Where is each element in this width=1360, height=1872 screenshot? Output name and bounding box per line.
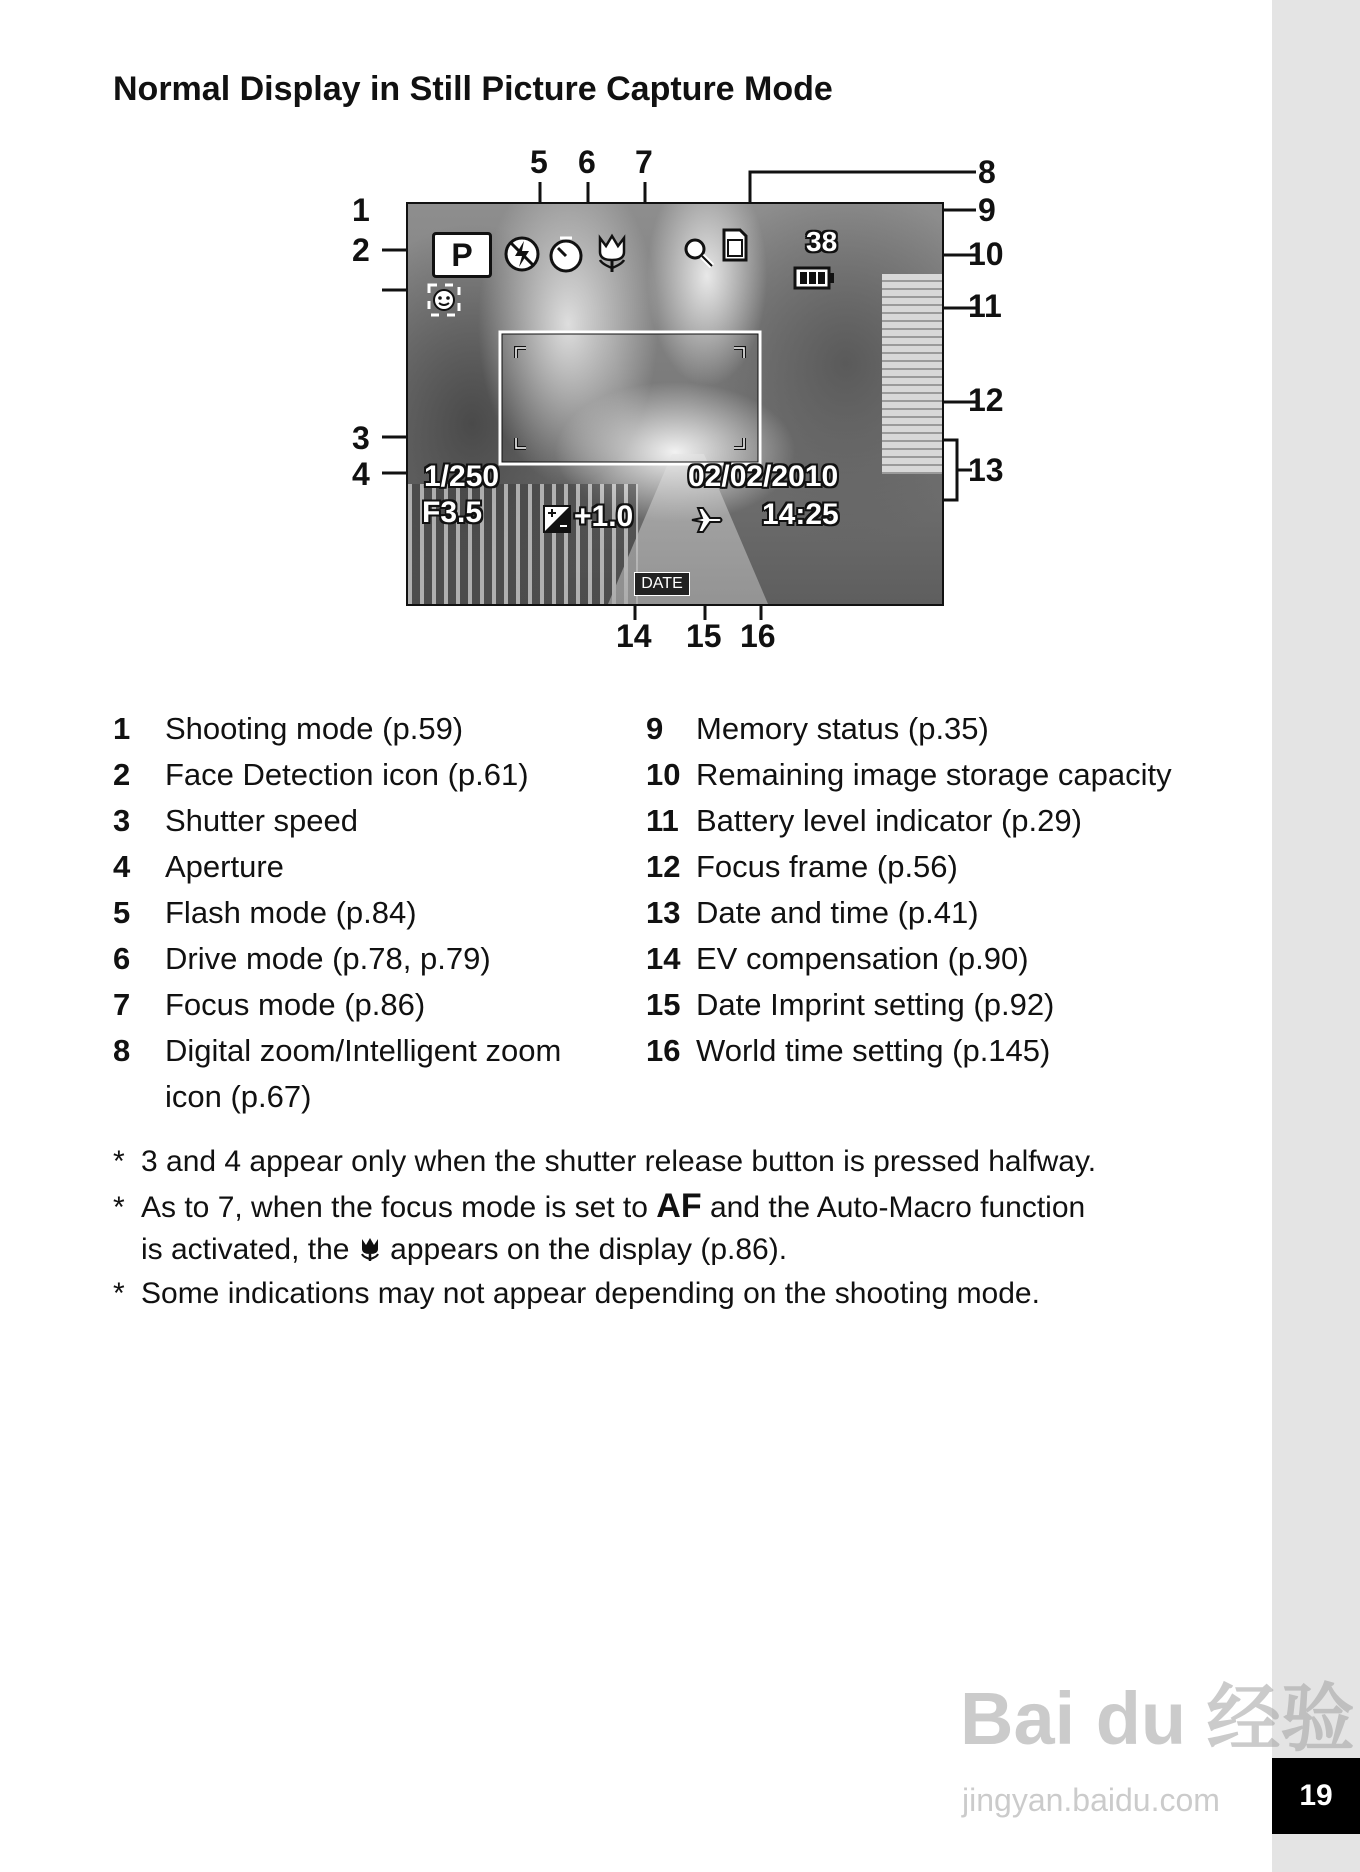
remaining-capacity: 38 bbox=[806, 226, 838, 257]
callout-6: 6 bbox=[578, 144, 596, 180]
page-sidebar bbox=[1272, 0, 1360, 1872]
callout-16: 16 bbox=[740, 618, 776, 654]
face-detection-icon bbox=[426, 282, 462, 318]
callout-5: 5 bbox=[530, 144, 548, 180]
legend-item: 13 Date and time (p.41) bbox=[646, 895, 979, 930]
lcd-diagram bbox=[340, 140, 1020, 670]
baidu-watermark-url: jingyan.baidu.com bbox=[962, 1782, 1220, 1818]
battery-icon bbox=[792, 264, 838, 292]
legend-item: 5 Flash mode (p.84) bbox=[113, 895, 417, 930]
legend-item: 3 Shutter speed bbox=[113, 803, 359, 838]
flash-off-icon bbox=[502, 234, 542, 274]
page-title: Normal Display in Still Picture Capture Mode bbox=[113, 70, 833, 108]
callout-12: 12 bbox=[968, 382, 1004, 418]
callout-1: 1 bbox=[352, 192, 370, 228]
memory-card-icon bbox=[720, 226, 750, 264]
world-time-airplane-icon bbox=[690, 506, 724, 534]
aperture-value: F3.5 bbox=[422, 496, 483, 529]
callout-4: 4 bbox=[352, 456, 370, 492]
ev-compensation-icon bbox=[542, 504, 572, 534]
self-timer-icon bbox=[546, 234, 586, 274]
callout-15: 15 bbox=[686, 618, 722, 654]
af-symbol: AF bbox=[656, 1187, 702, 1225]
zoom-magnifier-icon bbox=[682, 236, 716, 270]
legend-left-column bbox=[113, 706, 561, 1120]
legend-item-continuation: icon (p.67) bbox=[165, 1079, 312, 1114]
legend-item: 4 Aperture bbox=[113, 849, 284, 884]
macro-tulip-icon bbox=[358, 1236, 382, 1262]
focus-frame bbox=[498, 330, 762, 466]
callout-9: 9 bbox=[978, 192, 996, 228]
callout-3: 3 bbox=[352, 420, 370, 456]
legend-item: 2 Face Detection icon (p.61) bbox=[113, 757, 529, 792]
callout-14: 14 bbox=[616, 618, 652, 654]
legend-item: 12 Focus frame (p.56) bbox=[646, 849, 958, 884]
legend-item: 10 Remaining image storage capacity bbox=[646, 757, 1172, 792]
legend-item: 14 EV compensation (p.90) bbox=[646, 941, 1029, 976]
date-imprint-badge: DATE bbox=[634, 572, 690, 596]
baidu-watermark: Bai du 经验 bbox=[960, 1677, 1355, 1760]
callout-11: 11 bbox=[968, 288, 1002, 324]
legend-item: 6 Drive mode (p.78, p.79) bbox=[113, 941, 491, 976]
note-2: * As to 7, when the focus mode is set to AF and the Auto-Macro function bbox=[113, 1187, 1086, 1225]
photo-house bbox=[882, 274, 942, 474]
legend-item: 15 Date Imprint setting (p.92) bbox=[646, 987, 1055, 1022]
legend-item: 7 Focus mode (p.86) bbox=[113, 987, 426, 1022]
shooting-mode-indicator: P bbox=[432, 232, 492, 278]
callout-2: 2 bbox=[352, 232, 370, 268]
macro-tulip-icon bbox=[592, 232, 632, 274]
callout-13: 13 bbox=[968, 452, 1004, 488]
page-number: 19 bbox=[1272, 1758, 1360, 1834]
ev-value: +1.0 bbox=[574, 500, 634, 533]
time-display: 14:25 bbox=[762, 498, 839, 531]
legend-right-column bbox=[646, 706, 1172, 1074]
callout-7: 7 bbox=[635, 144, 653, 180]
date-display: 02/02/2010 bbox=[688, 460, 839, 493]
legend-item: 9 Memory status (p.35) bbox=[646, 711, 989, 746]
note-2-continued: is activated, the appears on the display (p.86). bbox=[141, 1233, 788, 1266]
callout-10: 10 bbox=[968, 236, 1004, 272]
legend-item: 11 Battery level indicator (p.29) bbox=[646, 803, 1082, 838]
legend-item: 1 Shooting mode (p.59) bbox=[113, 711, 464, 746]
legend-item: 8 Digital zoom/Intelligent zoom bbox=[113, 1033, 562, 1068]
camera-lcd-screen bbox=[406, 202, 944, 606]
callout-8: 8 bbox=[978, 154, 996, 190]
legend-item: 16 World time setting (p.145) bbox=[646, 1033, 1051, 1068]
note-3: * Some indications may not appear depending on the shooting mode. bbox=[113, 1277, 1040, 1310]
note-1: * 3 and 4 appear only when the shutter release button is pressed halfway. bbox=[113, 1145, 1097, 1178]
shutter-speed: 1/250 bbox=[424, 460, 500, 493]
